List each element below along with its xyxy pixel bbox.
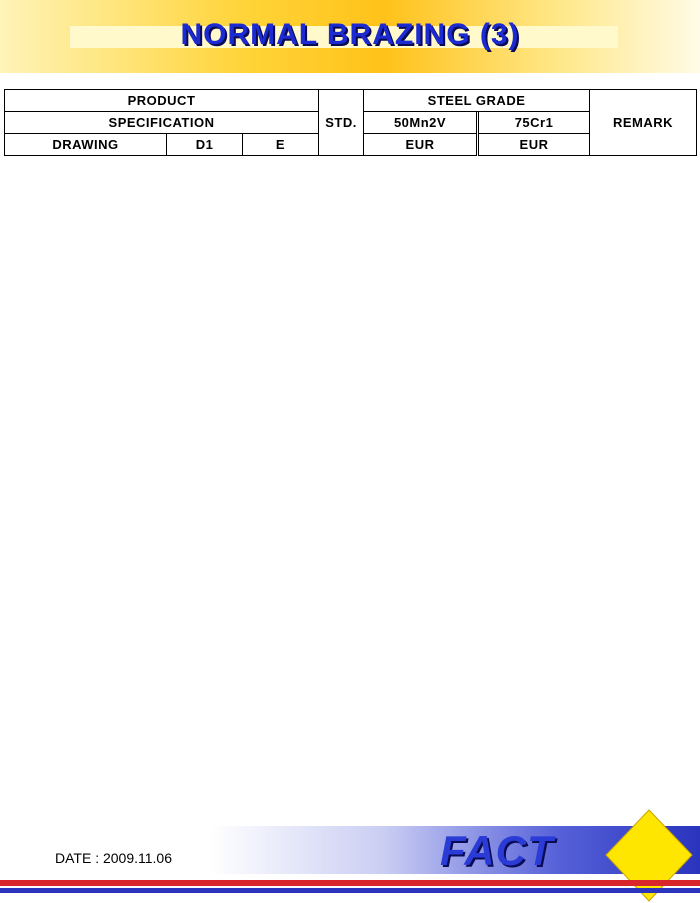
header-specification: SPECIFICATION — [5, 112, 319, 134]
footer-blue-stripe — [0, 888, 700, 893]
header-drawing: DRAWING — [5, 134, 167, 156]
header-banner — [0, 0, 700, 73]
header-d1: D1 — [167, 134, 243, 156]
header-grade-75cr1: 75Cr1 — [479, 112, 590, 134]
date-label: DATE : 2009.11.06 — [55, 850, 172, 866]
specification-table — [4, 89, 697, 156]
header-remark: REMARK — [590, 90, 697, 156]
header-currency-1: EUR — [364, 134, 477, 156]
header-currency-2: EUR — [479, 134, 590, 156]
fact-logo: FACT — [440, 827, 554, 874]
header-std: STD. — [319, 90, 364, 156]
header-steel-grade: STEEL GRADE — [364, 90, 590, 112]
page-title: NORMAL BRAZING (3) — [180, 18, 520, 51]
header-product: PRODUCT — [5, 90, 319, 112]
header-e: E — [243, 134, 319, 156]
footer-red-stripe — [0, 880, 700, 886]
header-grade-50mn2v: 50Mn2V — [364, 112, 477, 134]
